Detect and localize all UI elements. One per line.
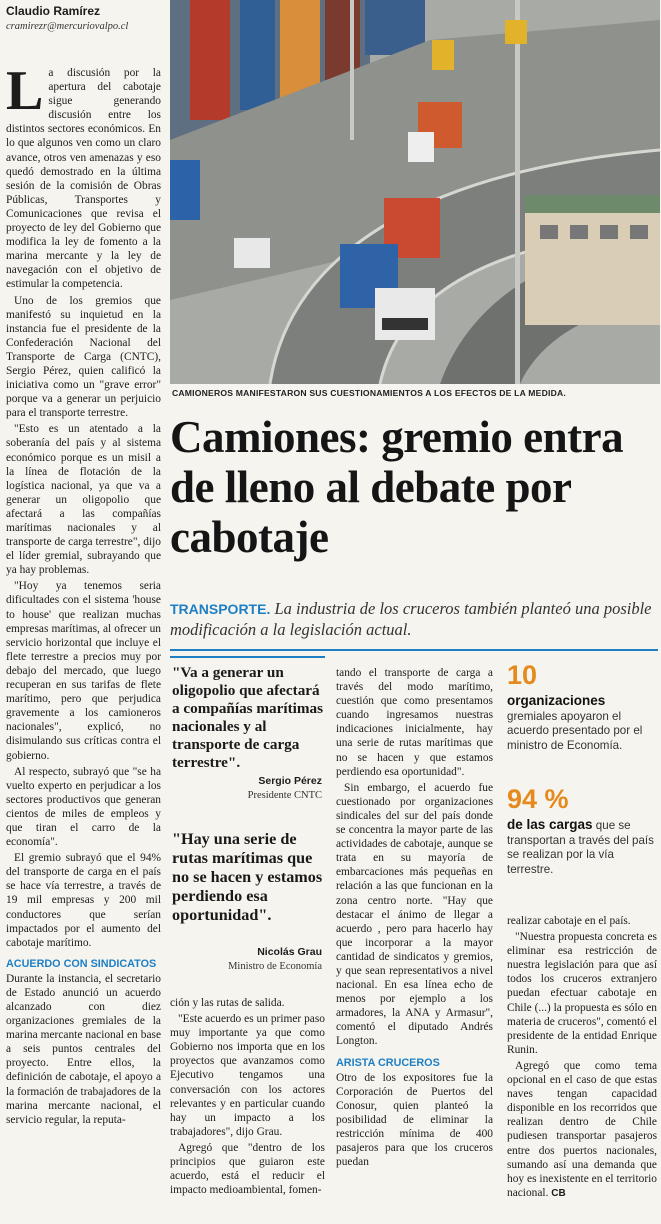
paragraph: Al respecto, subrayó que "se ha vuelto experto en perjudicar a los sectores productivos que generan cientos de miles de empleos y que tiran el carro de la economía".: [6, 765, 161, 849]
article-column-1: [6, 60, 161, 1129]
headline: Camiones: gremio entra de lleno al debate por cabotaje: [170, 412, 624, 562]
pull-quote-2: "Hay una serie de rutas marítimas que no se hacen y estamos perdiendo esa oportunidad".: [172, 830, 323, 924]
paragraph: ción y las rutas de salida.: [170, 997, 285, 1009]
byline-email: cramirezr@mercuriovalpo.cl: [6, 21, 129, 32]
port-trucks-photo: [170, 0, 660, 384]
paragraph: Agregó que "dentro de los principios que guiaron este acuerdo, está el reducir el impacto medioambiental, fomen-: [170, 1141, 325, 1197]
photo-caption: CAMIONEROS MANIFESTARON SUS CUESTIONAMIENTOS A LOS EFECTOS DE LA MEDIDA.: [172, 388, 566, 398]
paragraph: La discusión por la apertura del cabotaje sigue generando discusión entre los distintos sectores económicos. En lo que algunos ven como un claro avance, otros ven amenazas y eso quedó demostrado en la última sesión de la comisión de Obras Públicas, Transportes y Comunicaciones que revisa el proyecto de ley del Gobierno que modifica la ley de fomento a la marina mercante y la ley de navegación con el objetivo de estimular la competencia.: [6, 60, 161, 291]
photo-illustration: [170, 0, 660, 384]
deck-text: La industria de los cruceros también planteó una posible modificación a la legislación actual.: [170, 599, 652, 639]
stat-number-1: 10: [507, 660, 538, 690]
dropcap: L: [6, 60, 44, 122]
article-column-4: [507, 914, 657, 1202]
quote-1-author: Sergio Pérez: [258, 775, 322, 787]
pull-quote-1: "Va a generar un oligopolio que afectará a compañías marítimas nacionales y al transporte de carga terrestre".: [172, 664, 324, 771]
section-rule: [170, 649, 658, 651]
quote-2-author: Nicolás Grau: [257, 946, 322, 958]
article-column-2: [170, 996, 325, 1199]
paragraph: realizar cabotaje en el país.: [507, 915, 631, 927]
paragraph: "Esto es un atentado a la soberanía del país y al sistema económico porque es un misil a la línea de flotación de la logística nacional, ya que va a generar un oligopolio que afectará a las compañías marítimas nacionales y al transporte de carga terrestre", dijo el líder gremial, subrayando que ya hay problemas.: [6, 423, 161, 577]
paragraph: Uno de los gremios que manifestó su inquietud en la instancia fue el presidente de la Confederación Nacional del Transporte de Carga (CNTC), Sergio Pérez, quien calificó la iniciativa como un "grave error" porque va a generar un perjuicio para el transporte terrestre.: [6, 294, 161, 420]
paragraph: Durante la instancia, el secretario de Estado anunció un acuerdo alcanzado con diez organizaciones gremiales de la marina mercante nacional en base a seis puntos centrales del proyecto. Entre ellos, la definición de cabotaje, el apoyo a la formación de trabajadores de la marina mercante nacional, el servicio regular, la reputa-: [6, 972, 161, 1126]
quote-2-role: Ministro de Economía: [228, 961, 322, 972]
paragraph: Otro de los expositores fue la Corporación de Puertos del Conosur, quien planteó la posibilidad de eliminar la restricción mínima de 400 pasajeros para que los cruceros puedan: [336, 1071, 493, 1169]
paragraph: "Este acuerdo es un primer paso muy importante ya que como Gobierno nos importa que en los proyectos que avanzamos como Ejecutivo tengamos una conversación con los actores relevantes y en particular cuando hay un impacto a los trabajadores", dijo Grau.: [170, 1013, 325, 1138]
stat-text-2: de las cargas que se transportan a través del país se realizan por la vía terrestre.: [507, 817, 654, 876]
article-column-3: [336, 666, 493, 1171]
paragraph: "Nuestra propuesta concreta es eliminar esa restricción de nuestra legislación para que así todos los cruceros extranjero puedan efectuar cabotaje en Chile (...) la propuesta es sólo en materia de cruceros", comentó el presidente de la entidad Enrique Runin.: [507, 931, 657, 1056]
subhead: ARISTA CRUCEROS: [336, 1056, 440, 1069]
paragraph: "Hoy ya tenemos seria dificultades con el sistema 'house to house' que realizan muchas empresas marítimas, al ofrecer un servicio horizontal que incluye el flete terrestre a precios muy por debajo del mercado, que luego recuperan en sus tarifas de flete marítimo, pero que perjudica gravemente a los camioneros nacionales", explicó, no disimulando sus críticas contra el gobierno.: [6, 580, 161, 762]
stat-number-2: 94 %: [507, 784, 569, 814]
paragraph: Agregó que como tema opcional en el caso de que estas naves tengan capacidad disponible en los recorridos que realizan dentro de Chile pudiesen transportar pasajeros entre dos puertos nacionales, sumando así una demanda que hoy es inexistente en el territorio nacional. CB: [507, 1059, 657, 1199]
end-mark: CB: [551, 1187, 566, 1199]
subhead: ACUERDO CON SINDICATOS: [6, 957, 157, 970]
stat-text-1: organizaciones gremiales apoyaron el acuerdo presentado por el ministro de Economía.: [507, 693, 643, 752]
paragraph: tando el transporte de carga a través del modo marítimo, cuestión que como presentamos cuando ingresamos nuestras indicaciones inicialmente, hay una serie de rutas marítimas que no se hacen y que estamos perdiendo esa oportunidad".: [336, 667, 493, 778]
deck-tag: TRANSPORTE.: [170, 601, 271, 617]
quote-rule: [170, 656, 325, 658]
byline-name: Claudio Ramírez: [6, 4, 101, 18]
paragraph: Sin embargo, el acuerdo fue cuestionado por organizaciones sindicales del sur del país donde se concentra la mayor parte de las actividades de cabotaje, aunque se trata en su mayoría de embarcaciones más pequeñas en relación a las que funcionan en la zona centro norte. "Hay que destacar el ánimo de llegar a acuerdo , pero para hacerlo hay que incorporar a la mayor cantidad de sindicatos y gremios, y que sean representativos a nivel nacional. En esa línea echo de menos por ejemplo a los armadores, la ANA y Armasur", comentó el diputado Andrés Longton.: [336, 781, 493, 1048]
deck: [170, 598, 658, 640]
quote-1-role: Presidente CNTC: [247, 790, 322, 801]
paragraph: El gremio subrayó que el 94% del transporte de carga en el país se hace vía terrestre, a través de 19 mil empresas y 200 mil conductores que serían impactados por el aumento del cabotaje marítimo.: [6, 852, 161, 949]
